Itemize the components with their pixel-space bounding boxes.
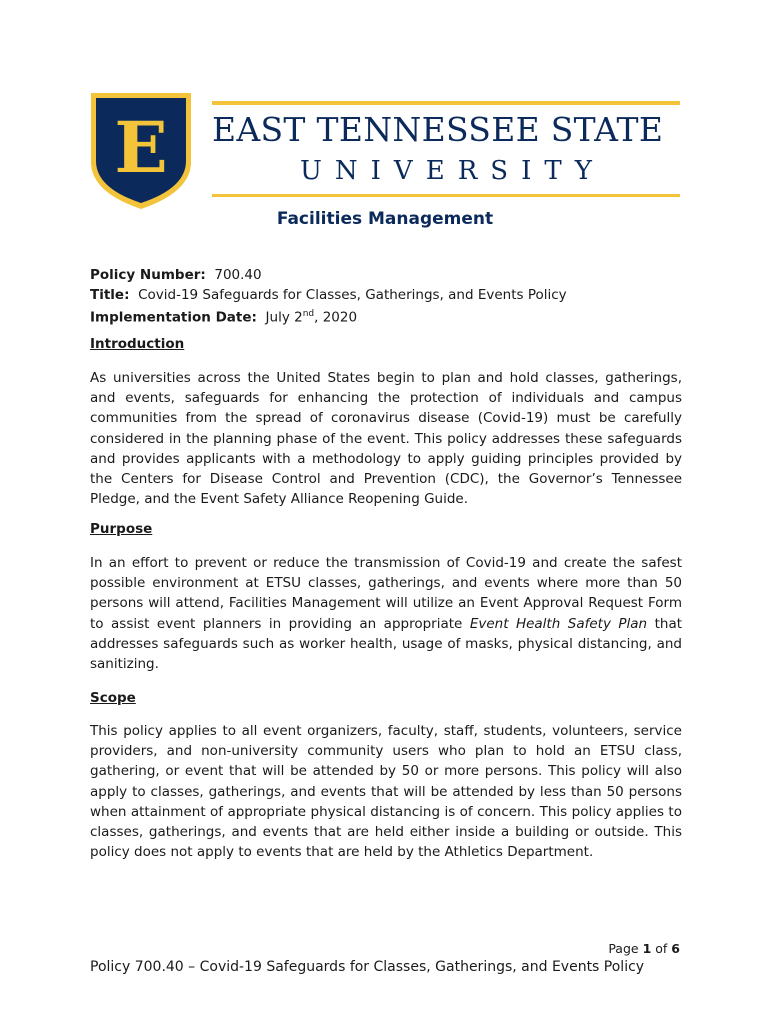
purpose-body-text: In an effort to prevent or reduce the transmission of Covid-19 and create the safest possible environment at ETSU classes, gatherings, and events where more than 50 persons will attend, Facilities Management will utilize an Event Approval Request Form to assist event planners in providing an appropriate <box>90 555 682 632</box>
policy-number-label: Policy Number: <box>90 267 206 283</box>
purpose-body <box>90 553 682 674</box>
policy-title-row <box>90 286 682 306</box>
policy-title-label: Title: <box>90 286 130 303</box>
shield-letter: E <box>114 106 168 189</box>
event-health-safety-plan-term: Event Health Safety Plan <box>469 615 648 632</box>
university-name-line2: UNIVERSITY <box>300 156 605 186</box>
page-footer: Policy 700.40 – Covid-19 Safeguards for Classes, Gatherings, and Events Policy <box>90 959 645 975</box>
header-rule-top <box>212 101 680 105</box>
implementation-date-row <box>90 305 682 328</box>
implementation-date-label: Implementation Date: <box>90 309 257 326</box>
page-label: Page <box>608 941 639 956</box>
page-of: of <box>655 941 668 956</box>
university-name-line1: EAST TENNESSEE STATE <box>212 110 664 149</box>
etsu-shield-logo <box>90 92 192 210</box>
policy-number-row <box>90 266 682 286</box>
introduction-body: As universities across the United States begin to plan and hold classes, gatherings, and events, safeguards for enhancing the protection of individuals and campus communities from the spread of coronavirus disease (Covid-19) must be carefully considered in the planning phase of the event. This policy addresses these safeguards and provides applicants with a methodology to apply guiding principles provided by the Centers for Disease Control and Prevention (CDC), the Governor’s Tennessee Pledge, and the Event Safety Alliance Reopening Guide. <box>90 370 682 508</box>
policy-title-value: Covid-19 Safeguards for Classes, Gatherings, and Events Policy <box>138 286 567 303</box>
implementation-date-prefix: July 2 <box>265 309 303 326</box>
introduction-heading: Introduction <box>90 336 185 352</box>
scope-heading: Scope <box>90 690 136 706</box>
policy-meta <box>90 266 682 328</box>
page-current: 1 <box>642 941 652 956</box>
header-rule-bottom <box>212 194 680 197</box>
implementation-date-suffix: , 2020 <box>314 309 358 326</box>
purpose-body-text-end: that addresses safeguards such as worker health, usage of masks, physical distancing, and sanitizing. <box>90 615 683 673</box>
page-number <box>608 941 680 956</box>
scope-body: This policy applies to all event organizers, faculty, staff, students, volunteers, service providers, and non-university community users who plan to hold an ETSU class, gathering, or event that will be attended by 50 or more persons. This policy will also apply to classes, gatherings, and events that will be attended by less than 50 persons when attainment of appropriate physical distancing is of concern. This policy applies to classes, gatherings, and events that are held either inside a building or outside. This policy does not apply to events that are held by the Athletics Department. <box>90 723 682 861</box>
implementation-date-sup: nd <box>302 309 315 319</box>
department-title: Facilities Management <box>276 209 494 229</box>
purpose-heading: Purpose <box>90 521 153 537</box>
page-total: 6 <box>671 941 680 956</box>
policy-number-value: 700.40 <box>214 267 262 283</box>
